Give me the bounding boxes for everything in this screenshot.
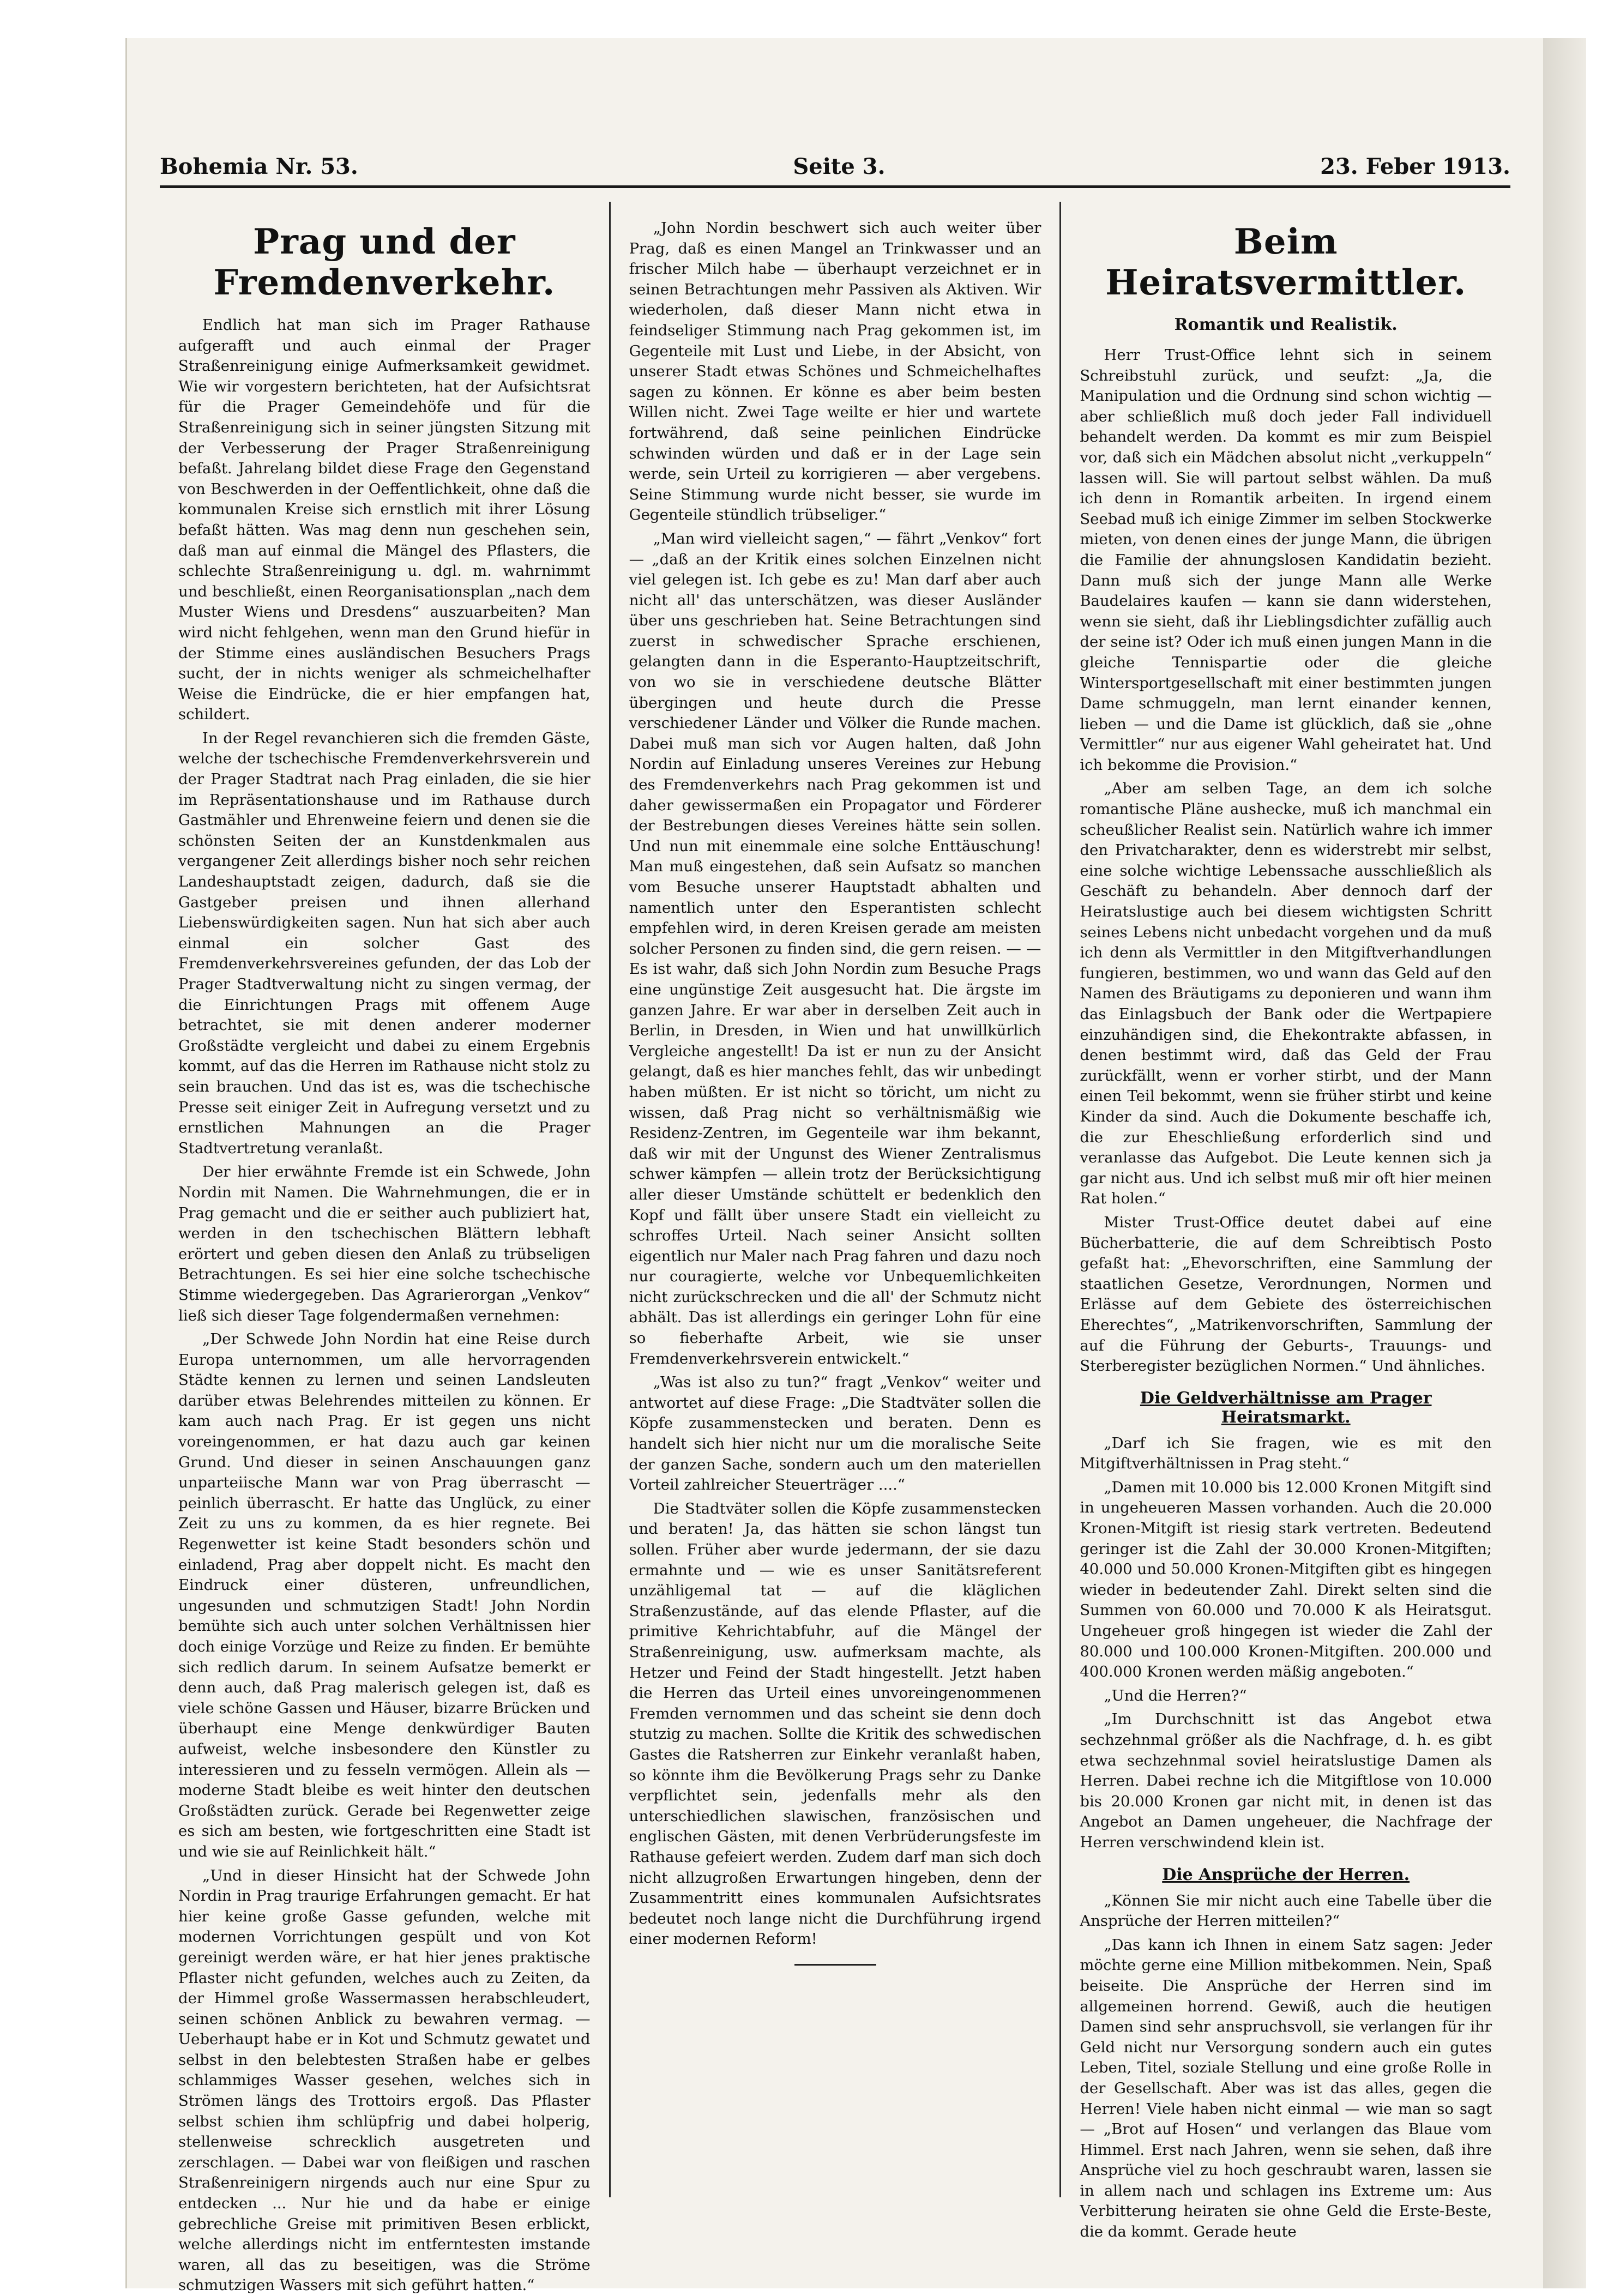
article-end-divider: [794, 1964, 876, 1966]
article-paragraph: Endlich hat man sich im Prager Rathause aufgerafft und auch einmal der Prager Straßenreinigung einige Aufmerksamkeit gewidmet. Wie wir vorgestern berichteten, hat der Aufsichtsrat für die Prager Gemeindehöfe und für die Straßenreinigung sich in seiner jüngsten Sitzung mit der Verbesserung der Prager Straßenreinigung befaßt. Jahrelang bildet diese Frage den Gegenstand von Beschwerden in der Oeffentlichkeit, ohne daß die kommunalen Kreise sich ernstlich mit ihrer Lösung befaßt hätten. Was mag denn nun geschehen sein, daß man auf einmal die Mängel des Pflasters, die schlechte Straßenreinigung u. dgl. m. wahrnimmt und beschließt, einen Reorganisationsplan „nach dem Muster Wiens und Dresdens“ auszuarbeiten? Man wird nicht fehlgehen, wenn man den Grund hiefür in der Stimme eines ausländischen Besuchers Prags sucht, der in nichts weniger als schmeichelhafter Weise die Eindrücke, die er hier empfangen hat, schildert.: [178, 316, 591, 724]
section-heading-ansprueche: Die Ansprüche der Herren.: [1162, 1865, 1410, 1884]
article-paragraph: Herr Trust-Office lehnt sich in seinem Schreibstuhl zurück, und seufzt: „Ja, die Manipulation und die Ordnung sind schon wichtig — aber schließlich muß doch jeder Fall individuell behandelt werden. Da kommt es mir zum Beispiel vor, daß sich ein Mädchen absolut nicht „verkuppeln“ lassen will. Sie will partout selbst wählen. Da muß ich denn in Romantik arbeiten. In irgend einem Seebad muß ich einige Zimmer im selben Stockwerke mieten, von denen eines der junge Mann, die übrigen die Familie der ahnungslosen Kandidatin bezieht. Dann muß sich der junge Mann alle Werke Baudelaires kaufen — kann sie dann widerstehen, wenn sie sieht, daß ihr Lieblingsdichter zufällig auch der seine ist? Oder ich muß einen jungen Mann in die gleiche Tennispartie oder die gleiche Wintersportgesellschaft mit einer bestimmten jungen Dame schmuggeln, man lernt einander kennen, lieben — und die Dame ist glücklich, daß sie „ohne Vermittler“ nur aus eigener Wahl geheiratet hat. Und ich bekomme die Provision.“: [1080, 346, 1492, 774]
article-title-heiratsvermittler: Beim Heiratsvermittler.: [1105, 221, 1467, 303]
page-header: [160, 147, 1510, 188]
article-paragraph: „Und die Herren?“: [1104, 1686, 1247, 1704]
article-paragraph: „Und in dieser Hinsicht hat der Schwede John Nordin in Prag traurige Erfahrungen gemacht. Er hat hier keine große Gasse gefunden, welche mit modernen Vorrichtungen gespült und von Kot gereinigt werden wäre, er hat hier jenes praktische Pflaster nicht gefunden, welches auch zu Zeiten, da der Himmel große Wassermassen herabschleudert, seinen schönen Anblick zu bewahren vermag. — Ueberhaupt habe er in Kot und Schmutz gewatet und selbst in den belebtesten Straßen habe er gelbes schlammiges Wasser gesehen, welches sich in Strömen längs des Trottoirs ergoß. Das Pflaster selbst schien ihm schlüpfrig und dabei holperig, stellenweise schrecklich ausgetreten und zerschlagen. — Dabei war von fleißigen und raschen Straßenreinigern nirgends auch nur eine Spur zu entdecken ... Nur hie und da habe er einige gebrechliche Greise mit primitiven Besen erblickt, welche allerdings nicht im entferntesten imstande waren, all das zu beseitigen, was die Ströme schmutzigen Wassers mit sich geführt hatten.“: [178, 1866, 591, 2294]
text-columns: [160, 202, 1510, 2294]
newspaper-page: [125, 38, 1543, 2294]
article-paragraph: „Darf ich Sie fragen, wie es mit den Mitgiftverhältnissen in Prag steht.“: [1080, 1434, 1492, 1473]
column-3: [1059, 202, 1510, 2241]
article-paragraph: Mister Trust-Office deutet dabei auf eine Bücherbatterie, die auf dem Schreibtisch Posto gefaßt hat: „Ehevorschriften, eine Sammlung der staatlichen Gesetze, Verordnungen, Normen und Erlässe auf dem Gebiete des österreichischen Eherechtes“, „Matrikenvorschriften, Sammlung der auf die Führung der Geburts-, Trauungs- und Sterberegister bezüglichen Normen.“ Und ähnliches.: [1080, 1213, 1492, 1375]
article-paragraph: „Im Durchschnitt ist das Angebot etwa sechzehnmal größer als die Nachfrage, d. h. es gibt etwa sechzehnmal soviel heiratslustige Damen als Herren. Dabei rechne ich die Mitgiftlose von 10.000 bis 20.000 Kronen gar nicht mit, in denen ist das Angebot an Damen ungeheuer, die Nachfrage der Herren verschwindend klein ist.: [1080, 1710, 1492, 1851]
article-paragraph: „Was ist also zu tun?“ fragt „Venkov“ weiter und antwortet auf diese Frage: „Die Stadtväter sollen die Köpfe zusammenstecken und beraten. Denn es handelt sich hier nicht nur um die moralische Seite der ganzen Sache, sondern auch um den materiellen Vorteil zahlreicher Steuerträger ....“: [629, 1373, 1041, 1494]
article-paragraph: „John Nordin beschwert sich auch weiter über Prag, daß es einen Mangel an Trinkwasser und an frischer Milch habe — überhaupt verzeichnet er in seinen Betrachtungen mehr Passiven als Aktiven. Wir wiederholen, daß dieser Mann nicht etwa in feindseliger Stimmung nach Prag gekommen ist, im Gegenteile mit Lust und Liebe, in der Absicht, von unserer Stadt etwas Schönes und Schmeichelhaftes sagen zu können. Er könne es aber beim besten Willen nicht. Zwei Tage weilte er hier und wartete fortwährend, daß seine peinlichen Eindrücke schwinden würden und daß er in der Lage sein werde, sein Urteil zu korrigieren — aber vergebens. Seine Stimmung wurde nicht besser, sie wurde im Gegenteile stündlich trübseliger.“: [629, 219, 1041, 524]
article-subtitle: Romantik und Realistik.: [1174, 315, 1398, 334]
article-paragraph: „Das kann ich Ihnen in einem Satz sagen: Jeder möchte gerne eine Million mitbekommen. Nein, Spaß beiseite. Die Ansprüche der Herren sind im allgemeinen horrend. Gewiß, auch die heutigen Damen sind sehr anspruchsvoll, sie verlangen für ihr Geld nicht nur Versorgung sondern auch ein gutes Leben, Titel, soziale Stellung und eine große Rolle in der Gesellschaft. Aber was ist das alles, gegen die Herren! Viele haben nicht einmal — wie man so sagt — „Brot auf Hosen“ und verlangen das Blaue vom Himmel. Erst nach Jahren, wenn sie sehen, daß ihre Ansprüche viel zu hoch geschraubt waren, lassen sie in allem nach und schlagen ins Extreme um: Aus Verbitterung heiraten sie ohne Geld die Erste-Beste, die da kommt. Gerade heute: [1080, 1936, 1492, 2241]
column-2: [609, 202, 1060, 2197]
header-paper-issue: Bohemia Nr. 53.: [160, 153, 358, 179]
article-title-fremdenverkehr: Prag und der Fremdenverkehr.: [213, 221, 556, 303]
section-heading-geldverhaeltnisse: Die Geldverhältnisse am Prager Heiratsmarkt.: [1140, 1388, 1432, 1427]
header-date: 23. Feber 1913.: [1320, 153, 1510, 179]
paper-edge: [1537, 38, 1586, 2288]
article-paragraph: Die Stadtväter sollen die Köpfe zusammenstecken und beraten! Ja, das hätten sie schon längst tun sollen. Früher aber wurde jedermann, der sie dazu ermahnte und — wie es unser Sanitätsreferent unzähligemal tat — auf die kläglichen Straßenzustände, auf das elende Pflaster, auf die primitive Kehrichtabfuhr, auf die Mängel der Straßenreinigung, usw. aufmerksam machte, als Hetzer und Feind der Stadt hingestellt. Jetzt haben die Herren das Urteil eines unvoreingenommenen Fremden vernommen und das scheint sie denn doch stutzig zu machen. Sollte die Kritik des schwedischen Gastes die Ratsherren zur Einkehr veranlaßt haben, so könnte ihm die Bevölkerung Prags sehr zu Danke verpflichtet sein, jedenfalls mehr als den unterschiedlichen slawischen, französischen und englischen Gästen, mit denen Verbrüderungsfeste im Rathause gefeiert werden. Zudem darf man sich doch nicht allzugroßen Erwartungen hingeben, denn der Zusammentritt eines kommunalen Aufsichtsrates bedeutet noch lange nicht die Durchführung irgend einer modernen Reform!: [629, 1499, 1041, 1948]
article-paragraph: „Man wird vielleicht sagen,“ — fährt „Venkov“ fort — „daß an der Kritik eines solchen Einzelnen nicht viel gelegen ist. Ich gebe es zu! Man darf aber auch nicht all' das unterschätzen, was dieser Ausländer über uns geschrieben hat. Seine Betrachtungen sind zuerst in schwedischer Sprache erschienen, gelangten dann in die Esperanto-Hauptzeitschrift, von wo sie in verschiedene deutsche Blätter übergingen und heute durch die Presse verschiedener Länder und Völker die Runde machen. Dabei muß man sich vor Augen halten, daß John Nordin auf Einladung unseres Vereines zur Hebung des Fremdenverkehrs nach Prag gekommen ist und daher gewissermaßen ein Propagator und Förderer der Bestrebungen dieses Vereines hätte sein sollen. Und nun mit einemmale eine solche Enttäuschung! Man muß eingestehen, daß sein Aufsatz so manchen vom Besuche unserer Hauptstadt abhalten und namentlich unter den Esperantisten schlecht empfehlen wird, in deren Kreisen gerade am meisten solcher Personen zu finden sind, die gern reisen. — — Es ist wahr, daß sich John Nordin zum Besuche Prags eine ungünstige Zeit ausgesucht hat. Die ärgste im ganzen Jahre. Er war aber in derselben Zeit auch in Berlin, in Dresden, in Wien und hat unwillkürlich Vergleiche angestellt! Da ist er nun zu der Ansicht gelangt, daß es hier manches fehlt, das wir unbedingt haben müßten. Er ist nicht so töricht, um nicht zu wissen, daß Prag nicht so verhältnismäßig wie Residenz-Zentren, im Gegenteile war ihm bekannt, daß wir mit der Ungunst des Wiener Zentralismus schwer kämpfen — allein trotz der Berücksichtigung aller dieser Umstände schüttelt er bedenklich den Kopf und fällt über unsere Stadt ein vielleicht zu schroffes Urteil. Nach seiner Ansicht sollten eigentlich nur Maler nach Prag fahren und dazu noch nur couragierte, welche vor Unbequemlichkeiten nicht zurückschrecken und die all' der Schmutz nicht abhält. Das ist allerdings ein geringer Lohn für eine so fieberhafte Arbeit, wie sie unser Fremdenverkehrsverein entwickelt.“: [629, 529, 1041, 1367]
article-paragraph: „Der Schwede John Nordin hat eine Reise durch Europa unternommen, um alle hervorragenden Städte kennen zu lernen und seinen Landsleuten darüber etwas Belehrendes mitteilen zu können. Er kam auch nach Prag. Er ist gegen uns nicht voreingenommen, er hat dazu auch gar keinen Grund. Und dieser in seinen Anschauungen ganz unparteiische Mann war von Prag überrascht — peinlich überrascht. Er hatte das Unglück, zu einer Zeit zu uns zu kommen, da es hier regnete. Bei Regenwetter ist keine Stadt besonders schön und einladend, Prag aber doppelt nicht. Es macht den Eindruck einer düsteren, unfreundlichen, ungesunden und schmutzigen Stadt! John Nordin bemühte sich auch unter solchen Verhältnissen hier doch einige Vorzüge und Reize zu finden. Er bemühte sich redlich darum. In seinem Aufsatze bemerkt er denn auch, daß Prag malerisch gelegen ist, daß es viele schöne Gassen und Häuser, bizarre Brücken und überhaupt eine Menge denkwürdiger Bauten aufweist, welche insbesondere den Künstler zu interessieren und zu fesseln vermögen. Allein als — moderne Stadt bleibe es weit hinter den deutschen Großstädten zurück. Gerade bei Regenwetter zeige es sich am besten, wie fortgeschritten eine Stadt ist und wie sie auf Reinlichkeit hält.“: [178, 1330, 591, 1860]
article-paragraph: In der Regel revanchieren sich die fremden Gäste, welche der tschechische Fremdenverkehrsverein und der Prager Stadtrat nach Prag einladen, die sie hier im Repräsentationshause und im Rathause durch Gastmähler und Ehrenweine feiern und denen sie die schönsten Seiten der an Kunstdenkmalen aus vergangener Zeit allerdings bisher noch sehr reichen Landeshauptstadt zeigen, dadurch, daß sie die Gastgeber preisen und ihnen allerhand Liebenswürdigkeiten sagen. Nun hat sich aber auch einmal ein solcher Gast des Fremdenverkehrsvereines gefunden, der das Lob der Prager Stadtverwaltung nicht zu singen vermag, der die Einrichtungen Prags mit offenem Auge betrachtet, sie mit denen anderer moderner Großstädte vergleicht und dabei zu einem Ergebnis kommt, auf das die Herren im Rathause nicht stolz zu sein brauchen. Und das ist es, was die tschechische Presse seit einiger Zeit in Aufregung versetzt und zu ernstlichen Mahnungen an die Prager Stadtvertretung veranlaßt.: [178, 729, 591, 1157]
article-paragraph: Der hier erwähnte Fremde ist ein Schwede, John Nordin mit Namen. Die Wahrnehmungen, die er in Prag gemacht und die er seither auch publiziert hat, werden in den tschechischen Blättern lebhaft erörtert und geben diesen den Anlaß zu trübseligen Betrachtungen. Es sei hier eine solche tschechische Stimme wiedergegeben. Das Agrarierorgan „Venkov“ ließ sich dieser Tage folgendermaßen vernehmen:: [178, 1163, 591, 1324]
article-paragraph: „Damen mit 10.000 bis 12.000 Kronen Mitgift sind in ungeheueren Massen vorhanden. Auch die 20.000 Kronen-Mitgift ist riesig stark vertreten. Bedeutend geringer ist die Zahl der 30.000 Kronen-Mitgiften; 40.000 und 50.000 Kronen-Mitgiften gibt es hingegen wieder in bedeutender Zahl. Direkt selten sind die Summen von 60.000 und 70.000 K als Heiratsgut. Ungeheuer groß hingegen ist wieder die Zahl der 80.000 und 100.000 Kronen-Mitgiften. 200.000 und 400.000 Kronen werden mäßig angeboten.“: [1080, 1478, 1492, 1681]
article-paragraph: „Können Sie mir nicht auch eine Tabelle über die Ansprüche der Herren mitteilen?“: [1080, 1891, 1492, 1930]
header-page-number: Seite 3.: [793, 153, 886, 179]
article-paragraph: „Aber am selben Tage, an dem ich solche romantische Pläne aushecke, muß ich manchmal ein scheußlicher Realist sein. Natürlich wahre ich immer den Privatcharakter, denn es widerstrebt mir selbst, eine solche wichtige Lebenssache ausschließlich als Geschäft zu behandeln. Aber dennoch darf der Heiratslustige auch bei diesem wichtigsten Schritt seines Lebens nicht unbedacht vorgehen und da muß ich denn als Vermittler in den Mitgiftverhandlungen fungieren, bestimmen, wo und wann das Geld auf den Namen des Bräutigams zu deponieren und wann ihm das Einlagsbuch der Bank oder die Wertpapiere einzuhändigen sind, die Ehekontrakte abfassen, in denen bestimmt wird, daß das Geld der Frau zurückfällt, wenn er vorher stirbt, und der Mann einen Teil bekommt, wenn sie früher stirbt und keine Kinder da sind. Auch die Dokumente beschaffe ich, die zur Eheschließung erforderlich sind und veranlasse das Aufgebot. Die Leute kennen sich ja gar nicht aus. Und ich selbst muß mir oft hier meinen Rat holen.“: [1080, 780, 1492, 1208]
column-1: [160, 202, 609, 2294]
